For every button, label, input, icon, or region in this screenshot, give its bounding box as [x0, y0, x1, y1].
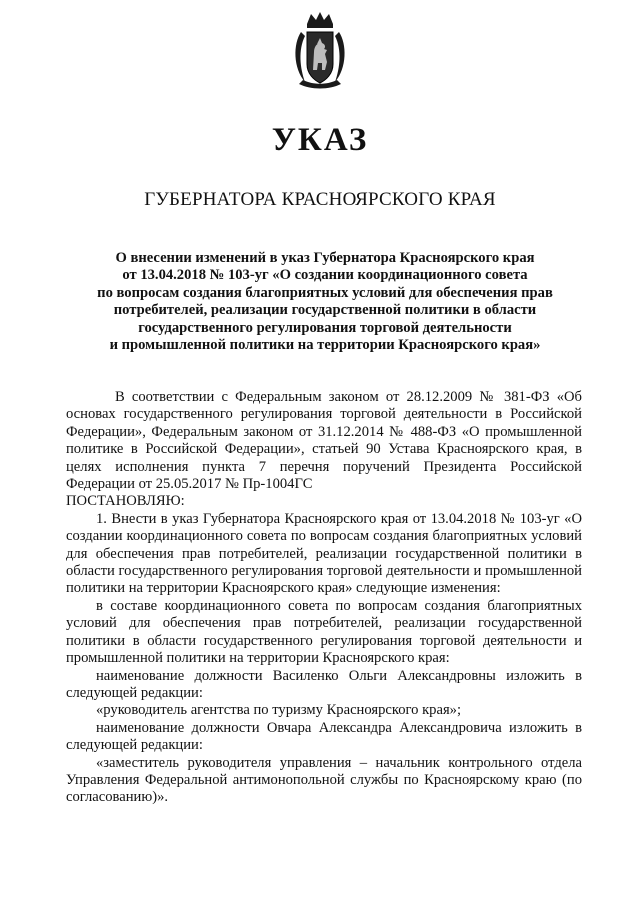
- paragraph-council: в составе координационного совета по вопросам создания благоприятных условий для обеспечения прав потребителей, реализации государственной политики в области государственного регулирования торговой деятельности и промышленной политики на территории Красноярского края:: [66, 597, 582, 667]
- paragraph-quote-1: «руководитель агентства по туризму Красноярского края»;: [96, 702, 462, 719]
- paragraph-item-1: 1. Внести в указ Губернатора Красноярского края от 13.04.2018 № 103-уг «О создании координационного совета по вопросам создания благоприятных условий для обеспечения прав потребителей, реализации государственной политики в области государственного регулирования торговой деятельности и промышленной политики на территории Красноярского края» следующие изменения:: [66, 510, 582, 597]
- heading-line: и промышленной политики на территории Красноярского края»: [109, 337, 541, 354]
- heading-line: по вопросам создания благоприятных условий для обеспечения прав: [97, 284, 553, 301]
- paragraph-position-2: наименование должности Овчара Александра Александровича изложить в следующей редакции:: [66, 719, 582, 754]
- paragraph-quote-2: «заместитель руководителя управления – начальник контрольного отдела Управления Федеральной антимонопольной службы по Красноярскому краю (по согласованию)».: [66, 754, 582, 806]
- paragraph-decree: ПОСТАНОВЛЯЮ:: [66, 493, 185, 510]
- coat-of-arms-icon: [287, 10, 353, 92]
- heading-line: О внесении изменений в указ Губернатора Красноярского края: [115, 250, 535, 266]
- document-body: [66, 389, 582, 807]
- document-heading: [70, 250, 580, 354]
- heading-line: от 13.04.2018 № 103-уг «О создании координационного совета: [122, 267, 528, 284]
- paragraph-preamble: В соответствии с Федеральным законом от 28.12.2009 № 381-ФЗ «Об основах государственного регулирования торговой деятельности в Российской Федерации», Федеральным законом от 31.12.2014 № 488-ФЗ «О промышленной политике в Российской Федерации», статьей 90 Устава Красноярского края, в целях исполнения пункта 7 перечня поручений Президента Российской Федерации от 25.05.2017 № Пр-1004ГС: [66, 389, 582, 493]
- document-subtitle: ГУБЕРНАТОРА КРАСНОЯРСКОГО КРАЯ: [144, 189, 496, 210]
- heading-line: потребителей, реализации государственной политики в области: [113, 302, 537, 319]
- paragraph-position-1: наименование должности Василенко Ольги Александровны изложить в следующей редакции:: [66, 667, 582, 701]
- heading-line: государственного регулирования торговой деятельности: [138, 319, 512, 336]
- document-title: УКАЗ: [271, 122, 369, 158]
